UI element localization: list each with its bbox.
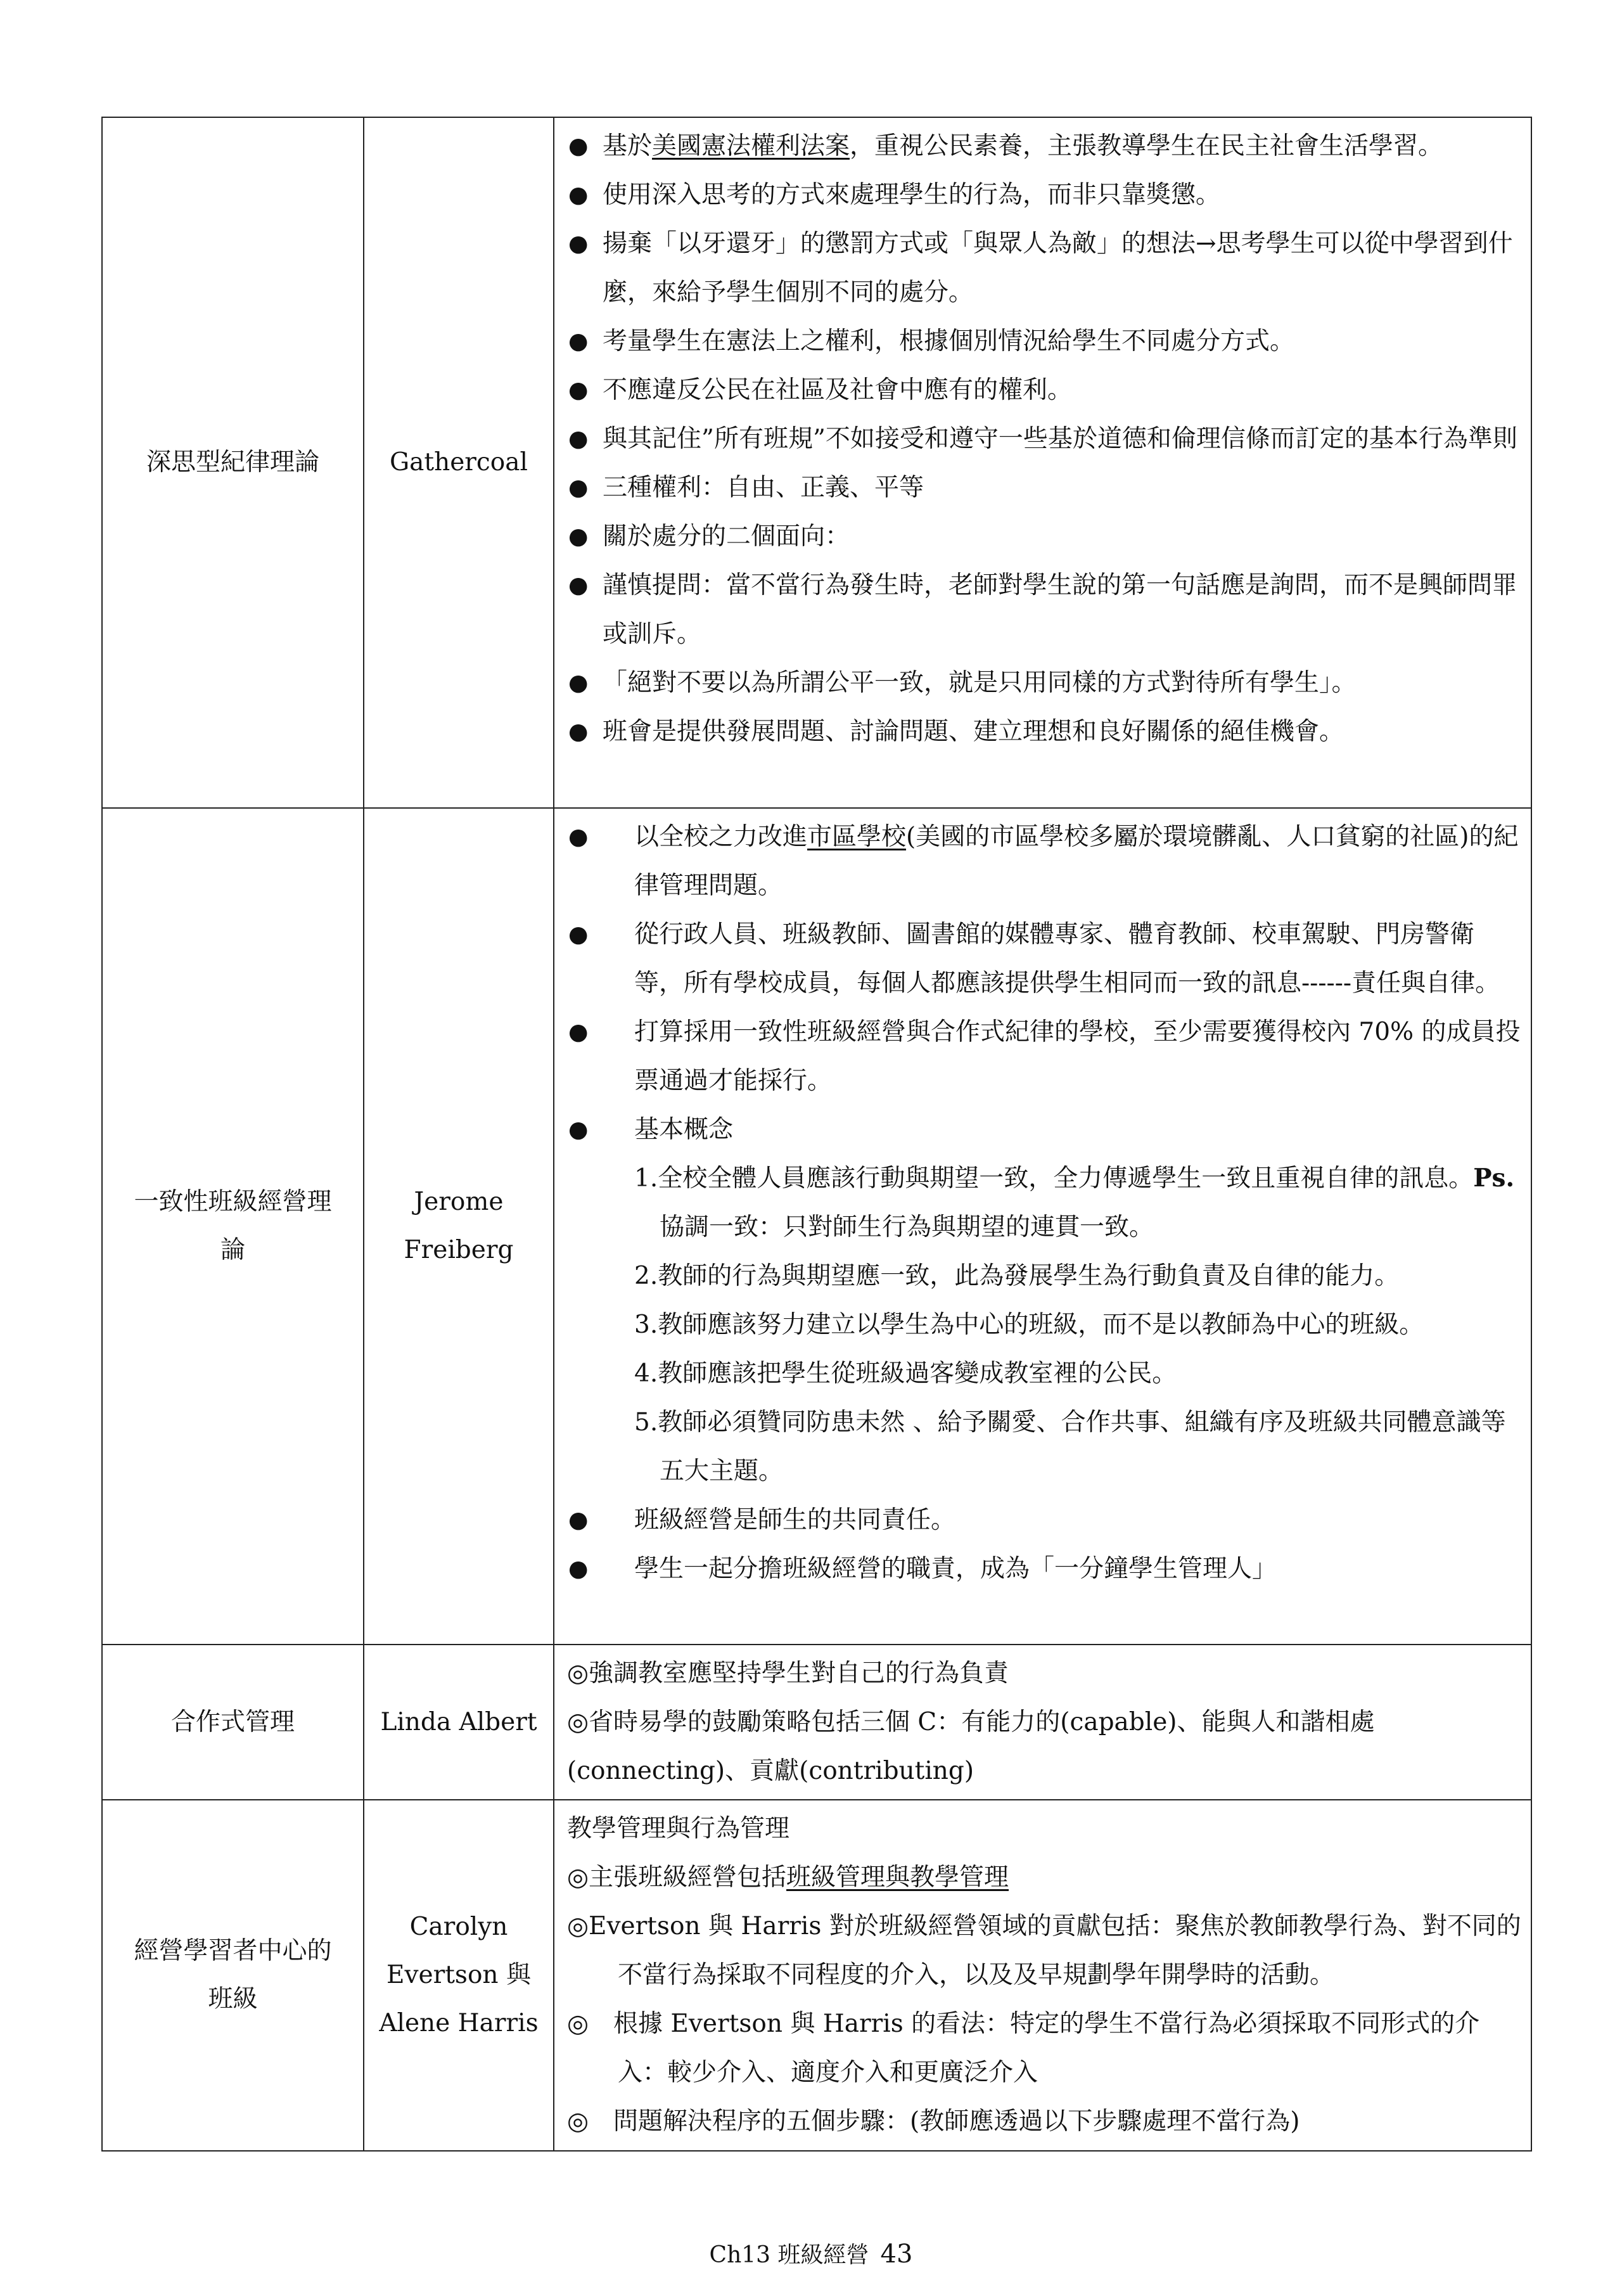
list-item: ◎強調教室應堅持學生對自己的行為負責 bbox=[567, 1659, 1009, 1688]
table-row bbox=[102, 808, 1531, 1645]
list-item: ● 與其記住”所有班規”不如接受和遵守一些基於道德和倫理信條而訂定的基本行為準則 bbox=[567, 414, 1523, 463]
list-item: ● 關於處分的二個面向： bbox=[567, 512, 1523, 561]
list-item: ● 基於美國憲法權利法案，重視公民素養，主張教導學生在民主社會生活學習。 bbox=[567, 122, 1523, 170]
theory-content bbox=[554, 808, 1531, 1645]
theorist-name: Jerome Freiberg bbox=[364, 808, 554, 1645]
list-item: ● 班級經營是師生的共同責任。 bbox=[567, 1496, 1523, 1544]
list-item: ● 謹慎提問：當不當行為發生時，老師對學生說的第一句話應是詢問，而不是興師問罪或訓斥。 bbox=[567, 561, 1523, 658]
table-row bbox=[102, 1800, 1531, 2151]
text-list bbox=[567, 1804, 1523, 2146]
theory-table bbox=[101, 117, 1532, 2152]
list-item: ● 學生一起分擔班級經營的職責，成為「一分鐘學生管理人」 bbox=[567, 1544, 1523, 1593]
theorist-name: Gathercoal bbox=[364, 117, 554, 808]
list-item: 教學管理與行為管理 bbox=[567, 1814, 790, 1843]
list-item: ● 揚棄「以牙還牙」的懲罰方式或「與眾人為敵」的想法→思考學生可以從中學習到什麼，來給予學生個別不同的處分。 bbox=[567, 219, 1523, 317]
theory-name: 經營學習者中心的 班級 bbox=[102, 1800, 364, 2151]
list-item: ◎Evertson 與 Harris 對於班級經營領域的貢獻包括：聚焦於教師教學行為、對不同的不當行為採取不同程度的介入，以及及早規劃學年開學時的活動。 bbox=[567, 1912, 1521, 1989]
underlined-term: 美國憲法權利法案 bbox=[652, 132, 850, 160]
list-item: ● 從行政人員、班級教師、圖書館的媒體專家、體育教師、校車駕駛、門房警衛等，所有學校成員，每個人都應該提供學生相同而一致的訊息------責任與自律。 bbox=[567, 910, 1523, 1008]
list-item: ● 打算採用一致性班級經營與合作式紀律的學校，至少需要獲得校內 70% 的成員投票通過才能採行。 bbox=[567, 1008, 1523, 1105]
list-item: ● 以全校之力改進市區學校(美國的市區學校多屬於環境髒亂、人口貧窮的社區)的紀律管理問題。 bbox=[567, 812, 1523, 910]
list-item: ◎ 問題解決程序的五個步驟：(教師應透過以下步驟處理不當行為) bbox=[567, 2107, 1300, 2136]
concept-item: 1.全校全體人員應該行動與期望一致，全力傳遞學生一致且重視自律的訊息。Ps.協調一致：只對師生行為與期望的連貫一致。 bbox=[634, 1164, 1515, 1241]
theory-content bbox=[554, 117, 1531, 808]
theory-name: 一致性班級經營理 論 bbox=[102, 808, 364, 1645]
bullet-list bbox=[567, 812, 1523, 1593]
list-item: ● 基本概念 bbox=[567, 1105, 1523, 1154]
list-item: ● 「絕對不要以為所謂公平一致，就是只用同樣的方式對待所有學生」。 bbox=[567, 658, 1523, 707]
concept-item: 4.教師應該把學生從班級過客變成教室裡的公民。 bbox=[634, 1359, 1177, 1388]
theory-name: 合作式管理 bbox=[102, 1645, 364, 1800]
list-item: ◎省時易學的鼓勵策略包括三個 C：有能力的(capable)、能與人和諧相處(connecting)、貢獻(contributing) bbox=[567, 1708, 1375, 1785]
theory-name: 深思型紀律理論 bbox=[102, 117, 364, 808]
page-footer bbox=[0, 2237, 1622, 2269]
list-item: ◎主張班級經營包括班級管理與教學管理 bbox=[567, 1863, 1009, 1892]
theory-content bbox=[554, 1645, 1531, 1800]
underlined-term: 市區學校 bbox=[807, 823, 907, 851]
list-item: ● 不應違反公民在社區及社會中應有的權利。 bbox=[567, 366, 1523, 414]
concept-item: 2.教師的行為與期望應一致，此為發展學生為行動負責及自律的能力。 bbox=[634, 1262, 1400, 1290]
concept-item: 5.教師必須贊同防患未然 、給予關愛、合作共事、組織有序及班級共同體意識等五大主題。 bbox=[634, 1408, 1506, 1485]
list-item: ● 考量學生在憲法上之權利，根據個別情況給學生不同處分方式。 bbox=[567, 317, 1523, 366]
bullet-list bbox=[567, 122, 1523, 756]
list-item: ● 班會是提供發展問題、討論問題、建立理想和良好關係的絕佳機會。 bbox=[567, 707, 1523, 756]
table-row bbox=[102, 117, 1531, 808]
underlined-term: 班級管理與教學管理 bbox=[786, 1863, 1009, 1892]
chapter-label: Ch13 班級經營 bbox=[709, 2242, 869, 2268]
text-list bbox=[567, 1649, 1523, 1795]
list-item: ● 三種權利：自由、正義、平等 bbox=[567, 463, 1523, 512]
theorist-name: Carolyn Evertson 與 Alene Harris bbox=[364, 1800, 554, 2151]
table-row bbox=[102, 1645, 1531, 1800]
theory-content bbox=[554, 1800, 1531, 2151]
theorist-name: Linda Albert bbox=[364, 1645, 554, 1800]
page-number: 43 bbox=[880, 2240, 913, 2269]
concept-item: 3.教師應該努力建立以學生為中心的班級，而不是以教師為中心的班級。 bbox=[634, 1311, 1424, 1339]
list-item: ◎ 根據 Evertson 與 Harris 的看法：特定的學生不當行為必須採取不同形式的介入：較少介入、適度介入和更廣泛介入 bbox=[567, 2010, 1480, 2087]
list-item: ● 使用深入思考的方式來處理學生的行為，而非只靠獎懲。 bbox=[567, 170, 1523, 219]
